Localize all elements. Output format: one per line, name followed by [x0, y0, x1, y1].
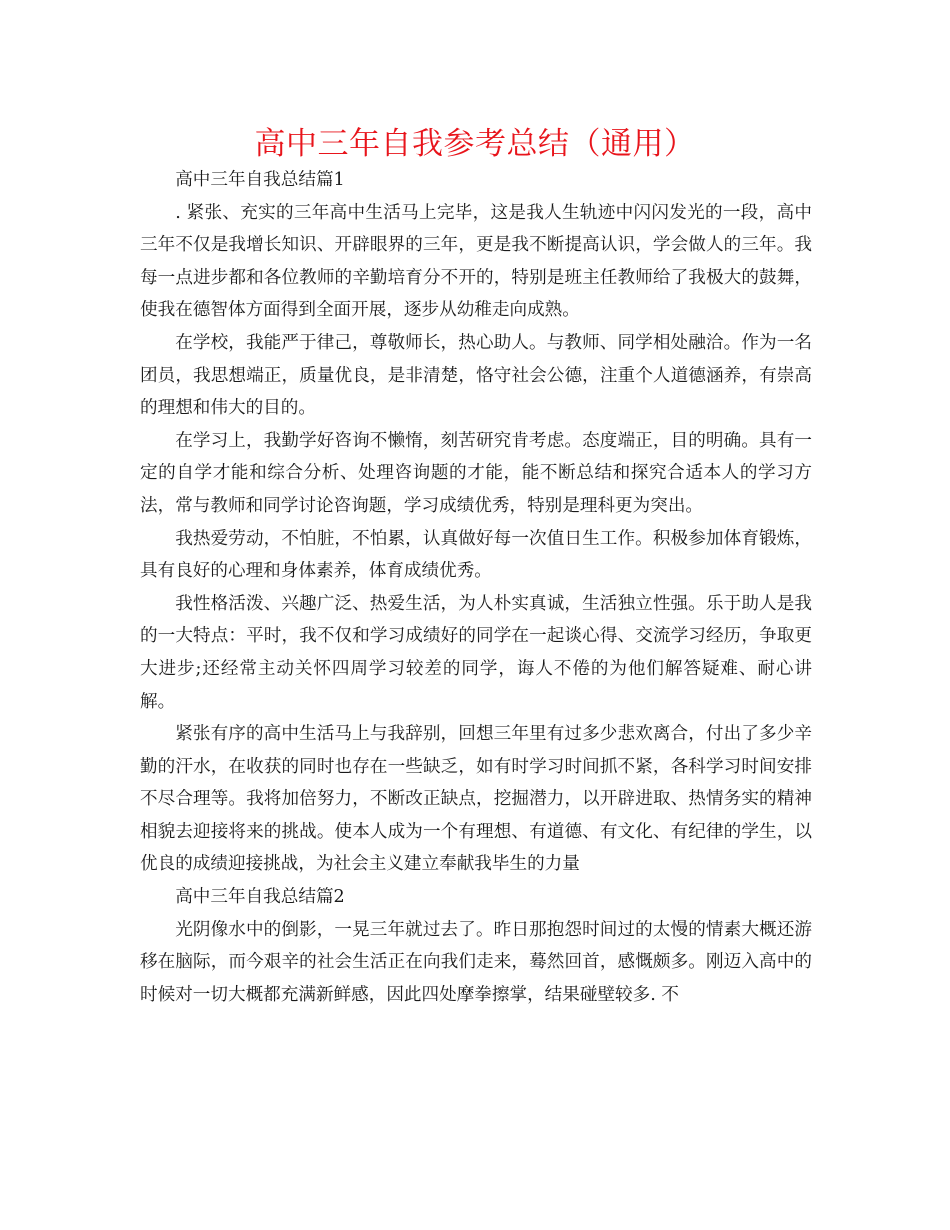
- paragraph: 我热爱劳动，不怕脏，不怕累，认真做好每一次值日生工作。积极参加体育锻炼，具有良好的心理和身体素养，体育成绩优秀。: [140, 528, 812, 582]
- section-heading-1: 高中三年自我总结篇1: [175, 170, 345, 190]
- paragraph: 紧张有序的高中生活马上与我辞别，回想三年里有过多少悲欢离合，付出了多少辛勤的汗水，在收获的同时也存在一些缺乏，如有时学习时间抓不紧，各科学习时间安排不尽合理等。我将加倍努力，不断改正缺点，挖掘潜力，以开辟进取、热情务实的精神相貌去迎接将来的挑战。使本人成为一个有理想、有道德、有文化、有纪律的学生，以优良的成绩迎接挑战，为社会主义建立奉献我毕生的力量: [140, 724, 812, 875]
- document-body: [140, 164, 812, 1011]
- paragraph: 在学校，我能严于律己，尊敬师长，热心助人。与教师、同学相处融洽。作为一名团员，我思想端正，质量优良，是非清楚，恪守社会公德，注重个人道德涵养，有崇高的理想和伟大的目的。: [140, 332, 812, 419]
- paragraph: 我性格活泼、兴趣广泛、热爱生活，为人朴实真诚，生活独立性强。乐于助人是我的一大特点：平时，我不仅和学习成绩好的同学在一起谈心得、交流学习经历，争取更大进步;还经常主动关怀四周学习较差的同学，诲人不倦的为他们解答疑难、耐心讲解。: [140, 593, 812, 712]
- document-title: 高中三年自我参考总结（通用）: [254, 126, 696, 162]
- paragraph: 光阴像水中的倒影，一晃三年就过去了。昨日那抱怨时间过的太慢的情素大概还游移在脑际，而今艰辛的社会生活正在向我们走来，蓦然回首，感慨颇多。刚迈入高中的时候对一切大概都充满新鲜感，因此四处摩拳擦掌，结果碰壁较多. 不: [140, 919, 812, 1005]
- paragraph: 在学习上，我勤学好咨询不懒惰，刻苦研究肯考虑。态度端正，目的明确。具有一定的自学才能和综合分析、处理咨询题的才能，能不断总结和探究合适本人的学习方法，常与教师和同学讨论咨询题，学习成绩优秀，特别是理科更为突出。: [140, 430, 812, 516]
- paragraph: . 紧张、充实的三年高中生活马上完毕，这是我人生轨迹中闪闪发光的一段，高中三年不仅是我增长知识、开辟眼界的三年，更是我不断提高认识，学会做人的三年。我每一点进步都和各位教师的辛勤培育分不开的，特别是班主任教师给了我极大的鼓舞，使我在德智体方面得到全面开展，逐步从幼稚走向成熟。: [140, 202, 812, 321]
- section-heading-2: 高中三年自我总结篇2: [175, 887, 345, 908]
